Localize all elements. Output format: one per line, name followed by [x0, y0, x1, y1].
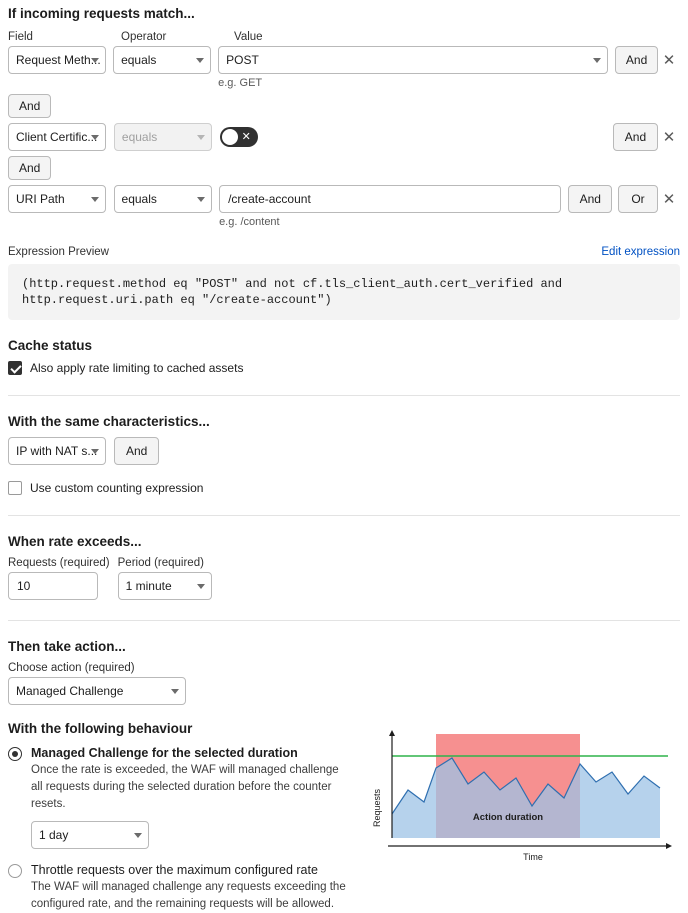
behaviour-option-duration-title: Managed Challenge for the selected duration — [31, 746, 298, 761]
value-column-header: Value — [234, 31, 263, 43]
behaviour-title: With the following behaviour — [8, 721, 193, 737]
divider — [8, 620, 680, 621]
choose-action-label: Choose action (required) — [8, 662, 135, 675]
and-connector-button-2[interactable]: And — [8, 156, 51, 180]
column-headers — [8, 31, 680, 43]
and-button-2[interactable]: And — [613, 123, 658, 151]
chart-x-label: Time — [523, 852, 543, 862]
custom-counting-label: Use custom counting expression — [30, 481, 204, 496]
operator-select-3[interactable]: equals — [114, 185, 212, 213]
and-button-3[interactable]: And — [568, 185, 612, 213]
behaviour-option-throttle-title: Throttle requests over the maximum configured rate — [31, 863, 318, 878]
field-select-1[interactable]: Request Meth... — [8, 46, 106, 74]
rule-row — [8, 123, 680, 151]
toggle-knob — [222, 129, 238, 145]
characteristic-select[interactable]: IP with NAT s... — [8, 437, 106, 465]
rate-section — [8, 534, 680, 600]
toggle-x-icon: ✕ — [241, 131, 251, 143]
field-column-header: Field — [8, 31, 33, 43]
period-select[interactable]: 1 minute — [118, 572, 212, 600]
action-section — [8, 639, 680, 705]
behaviour-option-duration-desc: Once the rate is exceeded, the WAF will managed challenge all requests during the selected duration before the counter resets. — [31, 764, 339, 810]
or-button-3[interactable]: Or — [618, 185, 658, 213]
rate-title: When rate exceeds... — [8, 534, 142, 550]
and-connector-1 — [8, 94, 680, 118]
y-axis-arrow — [389, 730, 395, 736]
field-select-3[interactable]: URI Path — [8, 185, 106, 213]
expression-preview — [8, 246, 680, 320]
action-select[interactable]: Managed Challenge — [8, 677, 186, 705]
and-connector-2 — [8, 156, 680, 180]
behaviour-radio-duration[interactable] — [8, 747, 22, 761]
behaviour-option-throttle-desc: The WAF will managed challenge any requests exceeding the configured rate, and the remaining requests will be allowed. — [31, 881, 346, 911]
chart-annotation: Action duration — [472, 812, 544, 823]
expression-preview-text: (http.request.method eq "POST" and not cf.tls_client_auth.cert_verified and http.request.uri.path eq "/create-account") — [8, 264, 680, 320]
divider — [8, 395, 680, 396]
value-hint-3: e.g. /content — [219, 216, 280, 228]
duration-select[interactable]: 1 day — [31, 821, 149, 849]
match-section — [8, 0, 680, 228]
and-connector-button-1[interactable]: And — [8, 94, 51, 118]
remove-condition-1-icon[interactable]: ✕ — [658, 46, 680, 74]
divider — [8, 515, 680, 516]
x-axis-arrow — [666, 843, 672, 849]
characteristics-section — [8, 414, 680, 495]
value-select-1[interactable]: POST — [218, 46, 608, 74]
rate-limit-behaviour-chart — [368, 728, 680, 866]
edit-expression-link[interactable]: Edit expression — [601, 246, 680, 258]
chart-svg — [368, 728, 680, 866]
characteristics-title: With the same characteristics... — [8, 414, 210, 430]
value-hint-1: e.g. GET — [218, 77, 263, 89]
operator-column-header: Operator — [121, 31, 167, 43]
rule-row — [8, 185, 680, 228]
expression-preview-label: Expression Preview — [8, 246, 109, 258]
remove-condition-3-icon[interactable]: ✕ — [658, 185, 680, 213]
action-title: Then take action... — [8, 639, 126, 655]
behaviour-radio-throttle[interactable] — [8, 864, 22, 878]
cache-status-section — [8, 338, 680, 375]
value-input-3[interactable] — [219, 185, 561, 213]
chart-y-label: Requests — [372, 788, 382, 828]
rule-row — [8, 46, 680, 89]
operator-select-1[interactable]: equals — [113, 46, 211, 74]
field-select-2[interactable]: Client Certific... — [8, 123, 106, 151]
requests-label: Requests (required) — [8, 557, 110, 570]
period-label: Period (required) — [117, 557, 204, 570]
cache-assets-label: Also apply rate limiting to cached assets — [30, 361, 244, 376]
remove-condition-2-icon[interactable]: ✕ — [658, 123, 680, 151]
behaviour-option-throttle[interactable] — [8, 863, 680, 912]
and-button-1[interactable]: And — [615, 46, 658, 74]
requests-input[interactable] — [8, 572, 98, 600]
cache-status-title: Cache status — [8, 338, 93, 354]
cert-verified-toggle[interactable] — [220, 127, 258, 147]
cache-assets-checkbox[interactable] — [8, 361, 22, 375]
custom-counting-checkbox[interactable] — [8, 481, 22, 495]
operator-select-2: equals — [114, 123, 212, 151]
characteristics-and-button[interactable]: And — [114, 437, 159, 465]
match-section-title: If incoming requests match... — [8, 6, 195, 21]
